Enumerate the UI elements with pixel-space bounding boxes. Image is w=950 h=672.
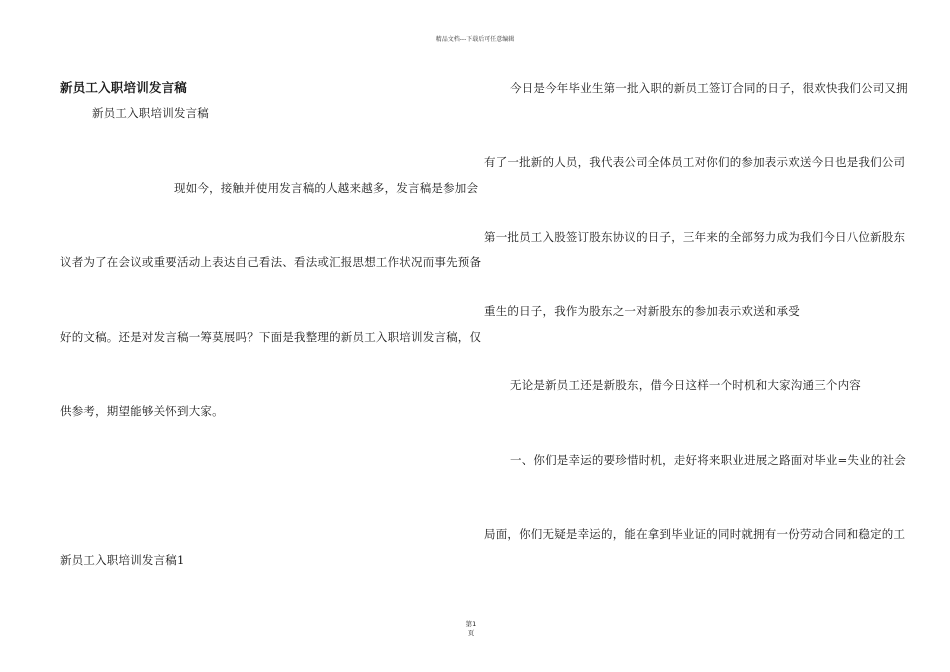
intro-line-4: 供参考，期望能够关怀到大家。 xyxy=(60,404,224,418)
intro-line-2: 议者为了在会议或重要活动上表达自己看法、看法或汇报思想工作状况而事先预备 xyxy=(60,255,482,269)
page-header: 精品文档---下载后可任意编辑 xyxy=(435,36,515,43)
body-line-4: 重生的日子，我作为股东之一对新股东的参加表示欢送和承受 xyxy=(484,304,800,318)
section-heading: 新员工入职培训发言稿1 xyxy=(60,553,185,567)
body-line-6: 一、你们是幸运的要珍惜时机，走好将来职业进展之路面对毕业=失业的社会 xyxy=(510,453,906,467)
intro-line-3: 好的文稿。还是对发言稿一筹莫展吗？下面是我整理的新员工入职培训发言稿，仅 xyxy=(60,330,482,344)
body-line-2: 有了一批新的人员，我代表公司全体员工对你们的参加表示欢送今日也是我们公司 xyxy=(484,155,906,169)
body-line-7: 局面，你们无疑是幸运的，能在拿到毕业证的同时就拥有一份劳动合同和稳定的工 xyxy=(484,527,906,541)
page-number-line-1: 第1 xyxy=(465,620,477,628)
body-line-1: 今日是今年毕业生第一批入职的新员工签订合同的日子，很欢快我们公司又拥 xyxy=(510,81,908,95)
intro-line-1: 现如今，接触并使用发言稿的人越来越多，发言稿是参加会 xyxy=(174,181,479,195)
document-subtitle: 新员工入职培训发言稿 xyxy=(92,106,209,120)
body-line-5: 无论是新员工还是新股东，借今日这样一个时机和大家沟通三个内容 xyxy=(510,378,861,392)
body-line-3: 第一批员工入股签订股东协议的日子，三年来的全部努力成为我们今日八位新股东 xyxy=(484,230,906,244)
page-number-line-2: 页 xyxy=(467,629,475,637)
page-number xyxy=(459,620,483,638)
document-title: 新员工入职培训发言稿 xyxy=(60,80,188,95)
